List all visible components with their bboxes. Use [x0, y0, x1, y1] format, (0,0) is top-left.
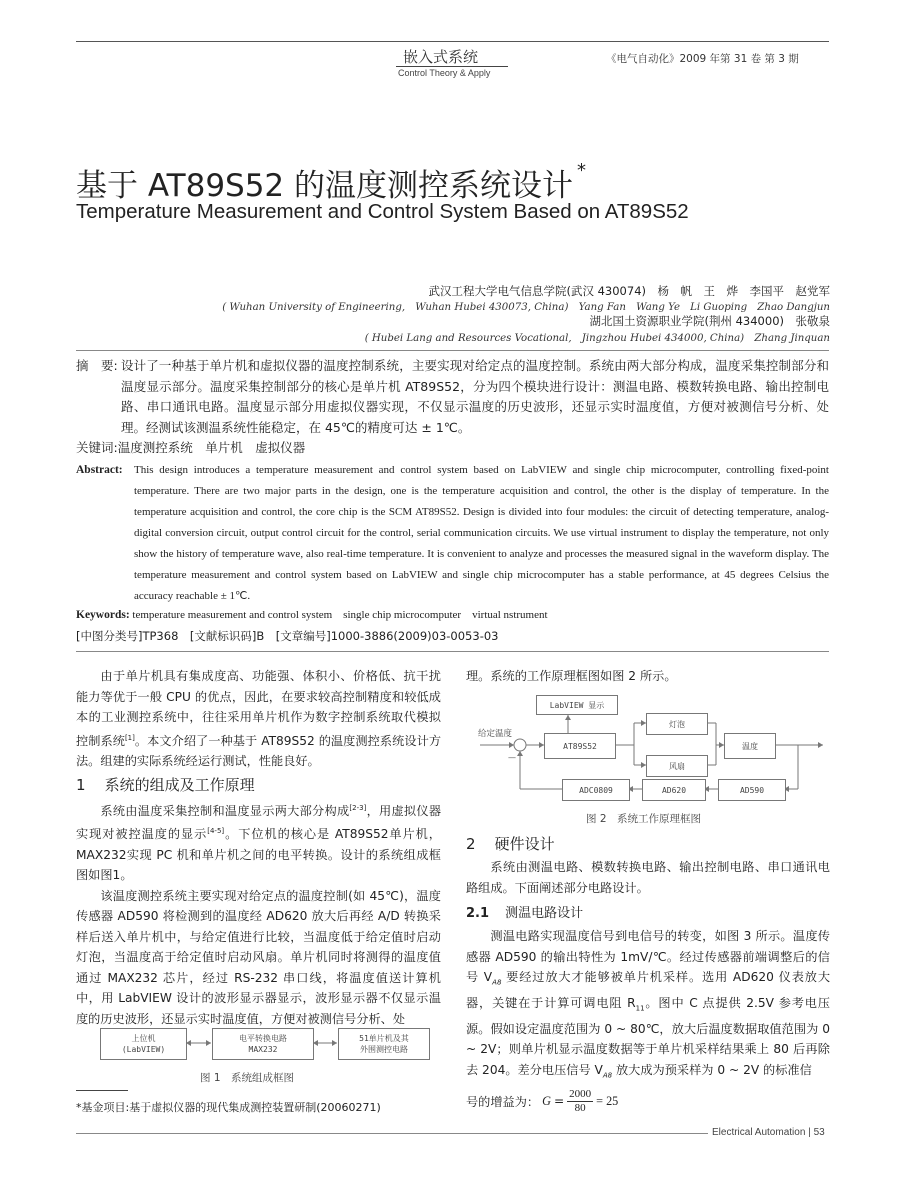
- figure-2-caption: 图 2 系统工作原理框图: [586, 813, 702, 825]
- section-2-paragraph: 系统由测温电路、模数转换电路、输出控制电路、串口通讯电路组成。下面阐述部分电路设计。: [466, 860, 830, 895]
- footer-separator: |: [808, 1127, 811, 1138]
- fig2-label-setpoint: 给定温度: [478, 729, 513, 739]
- section-1-heading: [76, 774, 441, 798]
- section-1-paragraph-1: [76, 798, 441, 886]
- header-column-cn: 嵌入式系统: [403, 48, 479, 66]
- intro-text-2: 。本文介绍了一种基于 AT89S52 的温度测控系统设计方法。组建的实际系统经运行测试，性能良好。: [76, 733, 442, 769]
- p4c: 。图中 C 点提供 2.5V 参考电压源。假如设定温度范围为 0 ~ 80℃，放大后温度数据取值范围为 0 ~ 2V；则单片机显示温度数据等于单片机采样结果乘上 80 后再除去 204。差分电压信号 V: [466, 995, 830, 1077]
- intro-ref: [1]: [124, 733, 135, 742]
- section-2-1-heading: [466, 902, 830, 926]
- abstract-cn-text: 设计了一种基于单片机和虚拟仪器的温度控制系统，主要实现对给定点的温度控制。系统由两大部分构成，温度采集控制部分和温度显示部分。温度采集控制部分的核心是单片机 AT89S52，分为四个模块进行设计：测温电路、模数转换电路、输出控制电路、串口通讯电路。温度显示部分用虚拟仪器实现，不仅显示温度的历史波形，还显示实时温度值，方便对被测信号分析、处理。经测试该测温系统性能稳定，在 45℃的精度可达 ± 1℃。: [121, 358, 829, 435]
- gain-equation: [466, 1088, 830, 1115]
- header-rule: [76, 41, 829, 42]
- keywords-en: [76, 606, 548, 622]
- fig1-box-labview: 上位机 (LabVIEW): [100, 1028, 187, 1060]
- fig2-box-fan: 风扇: [646, 755, 708, 777]
- footnote-rule: [76, 1090, 128, 1091]
- p1a: 系统由温度采集控制和温度显示两大部分构成: [100, 803, 350, 818]
- classification-line: [中图分类号]TP368 [文献标识码]B [文章编号]1000-3886(2009)03-0053-03: [76, 629, 499, 643]
- section-1-title: 系统的组成及工作原理: [104, 775, 255, 794]
- p1b: ，用虚拟仪器实现对被控温度的显示: [76, 803, 442, 842]
- fig1-arrows: [100, 1018, 430, 1068]
- section-2-heading: [466, 833, 830, 857]
- keywords-cn: [76, 438, 305, 459]
- keywords-en-text: temperature measurement and control system single chip microcomputer virtual nstrument: [129, 609, 548, 621]
- authors-line-4: ( Hubei Lang and Resources Vocational, Jingzhou Hubei 434000, China) Zhang Jinquan: [364, 333, 830, 344]
- authors-line-3: 湖北国土资源职业学院(荆州 434000) 张敬泉: [589, 314, 830, 328]
- p4b-sub: 11: [635, 1004, 645, 1013]
- fig2-box-amp: AD620: [642, 779, 706, 801]
- abstract-bottom-rule: [76, 651, 829, 652]
- abstract-en-text: This design introduces a temperature measurement and control system based on LabVIEW and single chip microcomputer, controlling fixed-point temperature. There are two major parts in the design, one is the temperature acquisition and control, the other is the display of temperature. In the temperature acquisition and control, the core chip is the SCM AT89S52. Design is divided into four modules: the circuit of detecting temperature, analog-digital conversion circuit, output control circuit for the control, serial communication circuits. We use virtual instrument to display the temperature, not only show the history of temperature wave, also real-time temperature. It is convenient to analyze and processes the measured signal in the waveform display. The temperature measurement and control system based on LabVIEW and single chip microcomputer has a stable performance, at 45 degrees Celsius the accuracy reachable ± 1℃.: [134, 464, 829, 602]
- fig2-box-adc: ADC0809: [562, 779, 630, 801]
- p4: 测温电路实现温度信号到电信号的转变，如图 3 所示。温度传感器 AD590 的输出特性为 1mV/℃。经过传感器前端调整后的信号 V: [466, 929, 830, 984]
- gain-numerator: 2000: [569, 1087, 592, 1100]
- figure-1-caption: 图 1 系统组成框图: [200, 1072, 295, 1084]
- title-star: *: [577, 160, 587, 181]
- fig2-box-lamp: 灯泡: [646, 713, 708, 735]
- figure-2: [478, 693, 830, 827]
- section-2-1-number: 2.1: [466, 906, 490, 921]
- abstract-cn-label: 摘 要:: [76, 358, 118, 373]
- gain-equals: =: [553, 1094, 565, 1109]
- keywords-en-label: Keywords:: [76, 609, 130, 621]
- fig1-box-max232: 电平转换电路 MAX232: [212, 1028, 314, 1060]
- intro-paragraph: [76, 666, 441, 772]
- intro-text: 由于单片机具有集成度高、功能强、体积小、价格低、抗干扰能力等优于一般 CPU 的优点，因此，在要求较高控制精度和较低成本的工业测控系统中，往往采用单片机作为数字控制系统取代模拟控制系统: [76, 669, 441, 748]
- p4d: 放大成为预采样为 0 ~ 2V 的标准信: [612, 1062, 812, 1077]
- gain-denominator: 80: [574, 1101, 586, 1114]
- fig2-box-labview: LabVIEW 显示: [536, 695, 618, 715]
- keywords-cn-label: 关键词:: [76, 440, 118, 455]
- p1a-ref: [2-3]: [349, 803, 367, 812]
- paper-title-cn: [76, 160, 586, 205]
- page-number: 53: [813, 1127, 825, 1138]
- gain-prefix: 号的增益为：: [466, 1094, 540, 1109]
- abstract-top-rule: [76, 350, 829, 351]
- fig1-box-mcu: 51单片机及其 外围测控电路: [338, 1028, 430, 1060]
- gain-symbol: G: [542, 1093, 551, 1108]
- footer: [712, 1127, 825, 1138]
- p1b-ref: [4-5]: [207, 827, 225, 836]
- header-column-rule: [396, 66, 508, 67]
- fig2-box-temp: 温度: [724, 733, 776, 759]
- footnote: *基金项目:基于虚拟仪器的现代集成测控装置研制(20060271): [76, 1101, 381, 1114]
- header-column-en: Control Theory & Apply: [398, 68, 491, 78]
- right-col-top-paragraph: 理。系统的工作原理框图如图 2 所示。: [466, 669, 677, 683]
- gain-fraction: [567, 1088, 593, 1115]
- gain-result: = 25: [596, 1093, 619, 1108]
- paper-title-en: Temperature Measurement and Control System Based on AT89S52: [76, 200, 689, 223]
- footer-rule: [76, 1133, 708, 1134]
- p1c: 。下位机的核心是 AT89S52单片机，MAX232实现 PC 机和单片机之间的电平转换。设计的系统组成框图如图1。: [76, 827, 441, 883]
- section-1-number: 1: [76, 775, 86, 794]
- fig2-minus: —: [508, 753, 516, 762]
- section-2-1-paragraph: [466, 926, 830, 1086]
- left-column: [76, 666, 441, 1029]
- section-2-title: 硬件设计: [494, 835, 555, 853]
- authors-line-2: ( Wuhan University of Engineering, Wuhan Hubei 430073, China) Yang Fan Wang Ye Li Guoping Zhao Dangjun: [222, 302, 830, 313]
- p4b: 要经过放大才能够被单片机采样。选用 AD620 仪表放大器，关键在于计算可调电阻 R: [466, 970, 831, 1010]
- authors-line-1: 武汉工程大学电气信息学院(武汉 430074) 杨 帆 王 烨 李国平 赵党军: [428, 284, 830, 298]
- figure-1: [100, 1018, 430, 1088]
- fig2-box-mcu: AT89S52: [544, 733, 616, 759]
- journal-info: 《电气自动化》2009 年第 31 卷 第 3 期: [606, 53, 799, 65]
- right-column-body: [466, 833, 830, 1115]
- section-2-1-title: 测温电路设计: [505, 906, 584, 921]
- title-cn-text: 基于 AT89S52 的温度测控系统设计: [76, 168, 574, 204]
- section-1-paragraph-2: 该温度测控系统主要实现对给定点的温度控制(如 45℃)，温度传感器 AD590 将检测到的温度经 AD620 放大后再经 A/D 转换采样后送入单片机中，与给定值进行比较，当温度低于给定值时启动灯泡，当温度高于给定值时启动风扇。单片机同时将测得的温度值通过 MAX232 芯片，经过 RS-232 串口线，将温度值送计算机中，用 LabVIEW 设计的波形显示器显示，波形显示器不仅显示温度的历史波形，还显示实时温度值，方便对被测信号分析、处: [76, 888, 441, 1026]
- p4-sub: A8: [492, 978, 502, 987]
- section-2-number: 2: [466, 835, 476, 853]
- fig2-box-sensor: AD590: [718, 779, 786, 801]
- abstract-en-label: Abstract:: [76, 464, 123, 476]
- p4c-sub: A8: [602, 1071, 613, 1080]
- footer-journal: Electrical Automation: [712, 1127, 806, 1138]
- keywords-cn-text: 温度测控系统 单片机 虚拟仪器: [117, 440, 306, 455]
